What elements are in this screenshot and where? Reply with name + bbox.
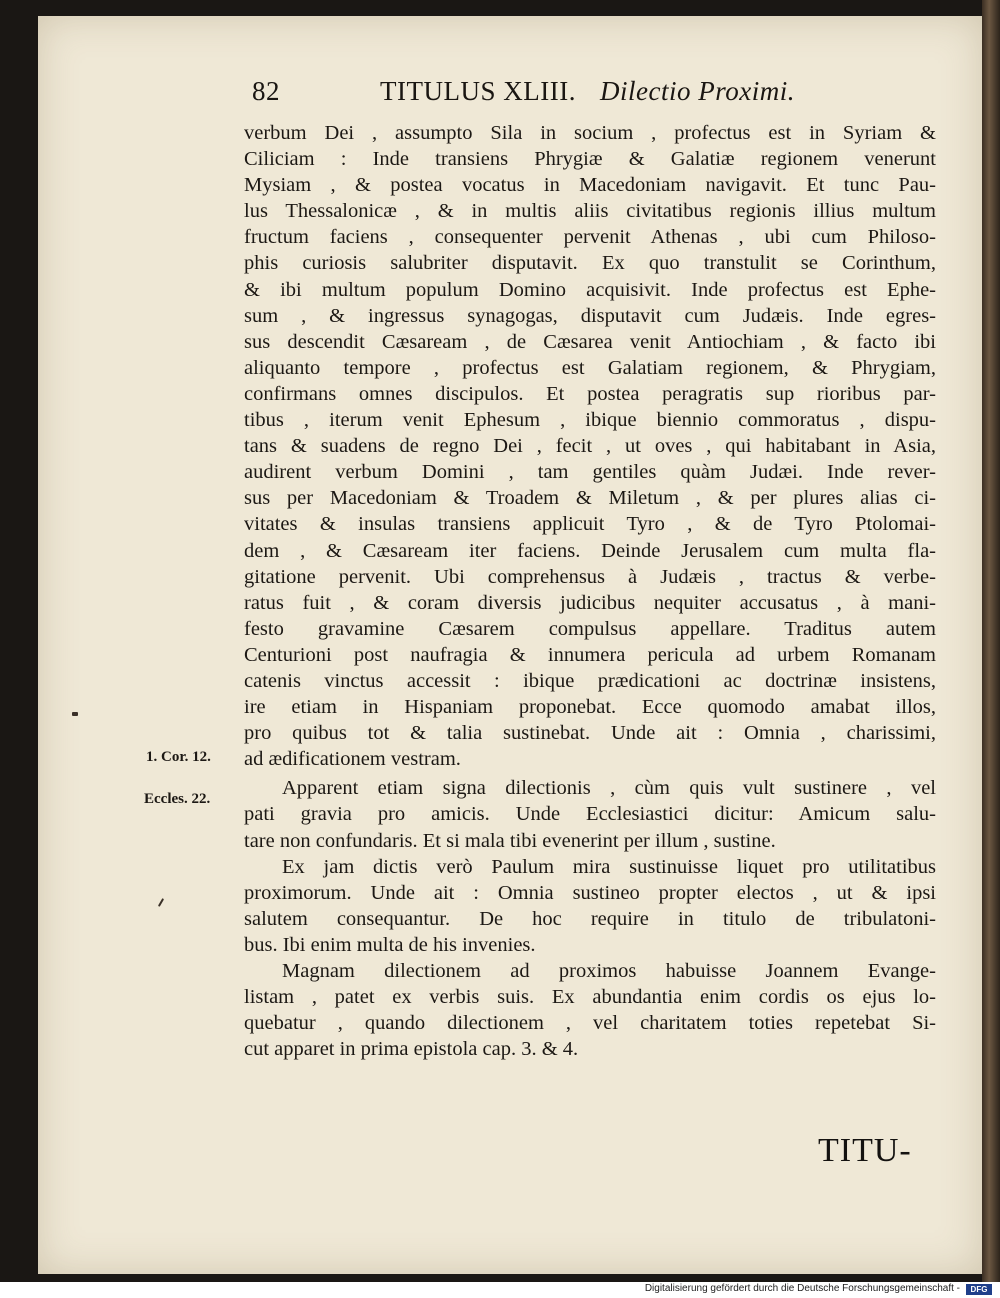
text-line: ad ædificationem vestram. <box>244 748 461 771</box>
text-line: Mysiam , & postea vocatus in Macedoniam navigavit. Et tunc Pau- <box>244 174 936 197</box>
text-line: Magnam dilectionem ad proximos habuisse Joannem Evange- <box>282 960 936 982</box>
text-line: ratus fuit , & coram diversis judicibus nequiter accusatus , à mani- <box>244 591 936 614</box>
dfg-logo: DFG <box>966 1284 992 1295</box>
text-line: cut apparet in prima epistola cap. 3. & 4. <box>244 1038 579 1061</box>
page-header <box>252 72 932 112</box>
footer-credit: Digitalisierung gefördert durch die Deutsche Forschungsgemeinschaft - <box>644 1283 960 1294</box>
text-line: bus. Ibi enim multa de his invenies. <box>244 933 536 956</box>
text-line: lus Thessalonicæ , & in multis aliis civitatibus regionis illius multum <box>244 200 936 223</box>
text-line: & ibi multum populum Domino acquisivit. Inde profectus est Ephe- <box>244 278 936 301</box>
text-line: catenis vinctus accessit : ibique prædicationi ac doctrinæ insistens, <box>244 669 936 692</box>
text-line: pati gravia pro amicis. Unde Ecclesiastici dicitur: Amicum salu- <box>244 803 936 826</box>
text-line: vitates & insulas transiens applicuit Tyro , & de Tyro Ptolomai- <box>244 513 936 536</box>
text-line: Centurioni post naufragia & innumera pericula ad urbem Romanam <box>244 643 936 666</box>
text-line: gitatione pervenit. Ubi comprehensus à Judæis , tractus & verbe- <box>244 565 936 588</box>
text-line: listam , patet ex verbis suis. Ex abundantia enim cordis os ejus lo- <box>244 986 936 1009</box>
text-line: phis curiosis salubriter disputavit. Ex quo transtulit se Corinthum, <box>244 252 936 275</box>
text-line: festo gravamine Cæsarem compulsus appellare. Traditus autem <box>244 617 936 640</box>
text-line: Apparent etiam signa dilectionis , cùm quis vult sustinere , vel <box>282 777 936 800</box>
text-line: verbum Dei , assumpto Sila in socium , profectus est in Syriam & <box>244 122 936 144</box>
text-line: audirent verbum Domini , tam gentiles quàm Judæi. Inde rever- <box>244 461 936 484</box>
text-line: dem , & Cæsaream iter faciens. Deinde Jerusalem cum multa fla- <box>244 539 936 562</box>
footer-bar <box>0 1282 1000 1298</box>
running-title: TITULUS XLIII. <box>380 76 576 106</box>
text-line: aliquanto tempore , profectus est Galatiam regionem, & Phrygiam, <box>244 356 936 379</box>
text-line: tans & suadens de regno Dei , fecit , ut oves , qui habitabant in Asia, <box>244 435 936 458</box>
text-line: tibus , iterum venit Ephesum , ibique biennio commoratus , dispu- <box>244 409 936 432</box>
book-edge <box>982 0 1000 1282</box>
text-line: pro quibus tot & talia sustinebat. Unde ait : Omnia , charissimi, <box>244 722 936 745</box>
margin-note-corinthians: 1. Cor. 12. <box>146 749 211 765</box>
text-line: Ex jam dictis verò Paulum mira sustinuisse liquet pro utilitatibus <box>282 855 936 878</box>
text-line: quebatur , quando dilectionem , vel charitatem toties repetebat Si- <box>244 1012 936 1035</box>
text-line: tare non confundaris. Et si mala tibi evenerint per illum , sustine. <box>244 829 776 852</box>
text-line: ire etiam in Hispaniam proponebat. Ecce quomodo amabat illos, <box>244 696 936 719</box>
ink-speck <box>72 712 78 716</box>
text-line: sum , & ingressus synagogas, disputavit cum Judæis. Inde egres- <box>244 304 936 327</box>
text-line: sus descendit Cæsaream , de Cæsarea venit Antiochiam , & facto ibi <box>244 330 936 353</box>
catchword: TITU- <box>818 1132 912 1169</box>
text-line: sus per Macedoniam & Troadem & Miletum , & per plures alias ci- <box>244 487 936 510</box>
text-line: salutem consequantur. De hoc require in titulo de tribulatoni- <box>244 907 936 930</box>
margin-note-ecclesiasticus: Eccles. 22. <box>144 791 211 807</box>
running-subtitle: Dilectio Proximi. <box>600 76 795 106</box>
page-number: 82 <box>252 76 280 106</box>
text-line: fructum faciens , consequenter pervenit Athenas , ubi cum Philoso- <box>244 226 936 249</box>
text-line: Ciliciam : Inde transiens Phrygiæ & Galatiæ regionem venerunt <box>244 148 936 171</box>
text-line: proximorum. Unde ait : Omnia sustineo propter electos , ut & ipsi <box>244 881 936 904</box>
text-line: confirmans omnes discipulos. Et postea peragratis sup rioribus par- <box>244 382 936 405</box>
body-text <box>244 120 936 1062</box>
